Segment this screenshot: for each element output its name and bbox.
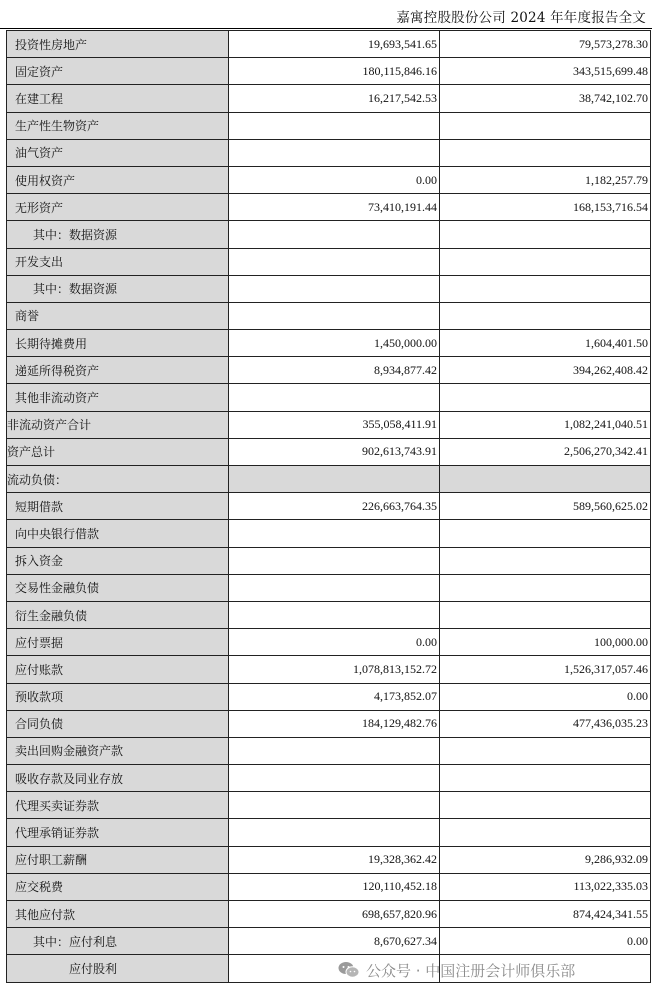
- report-title: 嘉寓控股股份公司 2024 年年度报告全文: [396, 10, 646, 26]
- row-label: 短期借款: [7, 493, 229, 520]
- table-row: [7, 438, 651, 465]
- opening-balance-cell: 874,424,341.55: [440, 901, 651, 928]
- table-row: [7, 710, 651, 737]
- table-row: [7, 275, 651, 302]
- row-label: 合同负债: [7, 710, 229, 737]
- table-row: [7, 819, 651, 846]
- table-row: [7, 656, 651, 683]
- table-row: [7, 384, 651, 411]
- ending-balance-cell: [229, 792, 440, 819]
- opening-balance-cell: [440, 601, 651, 628]
- ending-balance-cell: [229, 574, 440, 601]
- table-row: [7, 112, 651, 139]
- table-row: [7, 411, 651, 438]
- table-row: [7, 520, 651, 547]
- opening-balance-cell: [440, 384, 651, 411]
- opening-balance-cell: 477,436,035.23: [440, 710, 651, 737]
- row-label: 其他非流动资产: [7, 384, 229, 411]
- ending-balance-cell: 0.00: [229, 166, 440, 193]
- table-row: [7, 547, 651, 574]
- opening-balance-cell: [440, 574, 651, 601]
- opening-balance-cell: 9,286,932.09: [440, 846, 651, 873]
- row-label: 应付票据: [7, 629, 229, 656]
- row-label: 在建工程: [7, 85, 229, 112]
- opening-balance-cell: [440, 792, 651, 819]
- table-row: [7, 466, 651, 493]
- row-label: 应付账款: [7, 656, 229, 683]
- opening-balance-cell: 589,560,625.02: [440, 493, 651, 520]
- ending-balance-cell: 902,613,743.91: [229, 438, 440, 465]
- table-row: [7, 683, 651, 710]
- row-label: 递延所得税资产: [7, 357, 229, 384]
- opening-balance-cell: 0.00: [440, 683, 651, 710]
- row-label: 应交税费: [7, 873, 229, 900]
- wechat-icon: [338, 961, 360, 979]
- table-row: [7, 846, 651, 873]
- table-row: [7, 31, 651, 58]
- ending-balance-cell: 1,450,000.00: [229, 330, 440, 357]
- opening-balance-cell: [440, 819, 651, 846]
- opening-balance-cell: 1,604,401.50: [440, 330, 651, 357]
- row-label: 卖出回购金融资产款: [7, 737, 229, 764]
- opening-balance-cell: 38,742,102.70: [440, 85, 651, 112]
- watermark: [338, 958, 575, 982]
- opening-balance-cell: [440, 765, 651, 792]
- opening-balance-cell: 394,262,408.42: [440, 357, 651, 384]
- row-label: 其中：数据资源: [7, 221, 229, 248]
- ending-balance-cell: 184,129,482.76: [229, 710, 440, 737]
- table-row: [7, 139, 651, 166]
- opening-balance-cell: 1,082,241,040.51: [440, 411, 651, 438]
- row-label: 商誉: [7, 302, 229, 329]
- row-label: 开发支出: [7, 248, 229, 275]
- ending-balance-cell: 8,934,877.42: [229, 357, 440, 384]
- ending-balance-cell: 73,410,191.44: [229, 194, 440, 221]
- opening-balance-cell: [440, 248, 651, 275]
- row-label: 其他应付款: [7, 901, 229, 928]
- table-row: [7, 601, 651, 628]
- table-row: [7, 493, 651, 520]
- opening-balance-cell: 100,000.00: [440, 629, 651, 656]
- opening-balance-cell: [440, 737, 651, 764]
- ending-balance-cell: 120,110,452.18: [229, 873, 440, 900]
- opening-balance-cell: 168,153,716.54: [440, 194, 651, 221]
- opening-balance-cell: [440, 547, 651, 574]
- row-label: 向中央银行借款: [7, 520, 229, 547]
- opening-balance-cell: 79,573,278.30: [440, 31, 651, 58]
- ending-balance-cell: [229, 221, 440, 248]
- ending-balance-cell: 8,670,627.34: [229, 928, 440, 955]
- table-row: [7, 302, 651, 329]
- table-row: [7, 330, 651, 357]
- ending-balance-cell: [229, 520, 440, 547]
- ending-balance-cell: 4,173,852.07: [229, 683, 440, 710]
- table-row: [7, 928, 651, 955]
- opening-balance-cell: 1,526,317,057.46: [440, 656, 651, 683]
- ending-balance-cell: [229, 275, 440, 302]
- balance-sheet-body: [7, 31, 651, 983]
- opening-balance-cell: [440, 466, 651, 493]
- ending-balance-cell: [229, 547, 440, 574]
- opening-balance-cell: [440, 112, 651, 139]
- row-label: 衍生金融负债: [7, 601, 229, 628]
- ending-balance-cell: 19,328,362.42: [229, 846, 440, 873]
- opening-balance-cell: [440, 139, 651, 166]
- row-label: 代理承销证券款: [7, 819, 229, 846]
- opening-balance-cell: 113,022,335.03: [440, 873, 651, 900]
- ending-balance-cell: [229, 112, 440, 139]
- opening-balance-cell: [440, 520, 651, 547]
- balance-sheet-table: [6, 30, 651, 983]
- row-label: 投资性房地产: [7, 31, 229, 58]
- opening-balance-cell: 2,506,270,342.41: [440, 438, 651, 465]
- row-label: 流动负债：: [7, 466, 229, 493]
- opening-balance-cell: 0.00: [440, 928, 651, 955]
- row-label: 生产性生物资产: [7, 112, 229, 139]
- opening-balance-cell: [440, 275, 651, 302]
- table-row: [7, 194, 651, 221]
- row-label: 油气资产: [7, 139, 229, 166]
- row-label: 交易性金融负债: [7, 574, 229, 601]
- ending-balance-cell: 19,693,541.65: [229, 31, 440, 58]
- row-label: 代理买卖证券款: [7, 792, 229, 819]
- table-row: [7, 357, 651, 384]
- row-label: 应付股利: [7, 955, 229, 982]
- table-row: [7, 221, 651, 248]
- ending-balance-cell: 226,663,764.35: [229, 493, 440, 520]
- row-label: 长期待摊费用: [7, 330, 229, 357]
- ending-balance-cell: [229, 302, 440, 329]
- ending-balance-cell: [229, 248, 440, 275]
- ending-balance-cell: [229, 737, 440, 764]
- ending-balance-cell: 355,058,411.91: [229, 411, 440, 438]
- row-label: 应付职工薪酬: [7, 846, 229, 873]
- ending-balance-cell: 1,078,813,152.72: [229, 656, 440, 683]
- row-label: 其中：应付利息: [7, 928, 229, 955]
- row-label: 使用权资产: [7, 166, 229, 193]
- opening-balance-cell: [440, 302, 651, 329]
- row-label: 无形资产: [7, 194, 229, 221]
- table-row: [7, 629, 651, 656]
- ending-balance-cell: [229, 384, 440, 411]
- row-label: 资产总计: [7, 438, 229, 465]
- row-label: 其中：数据资源: [7, 275, 229, 302]
- row-label: 非流动资产合计: [7, 411, 229, 438]
- table-row: [7, 248, 651, 275]
- table-row: [7, 737, 651, 764]
- table-row: [7, 765, 651, 792]
- ending-balance-cell: [229, 466, 440, 493]
- table-row: [7, 873, 651, 900]
- row-label: 固定资产: [7, 58, 229, 85]
- table-row: [7, 166, 651, 193]
- ending-balance-cell: [229, 765, 440, 792]
- row-label: 吸收存款及同业存放: [7, 765, 229, 792]
- row-label: 预收款项: [7, 683, 229, 710]
- ending-balance-cell: 0.00: [229, 629, 440, 656]
- ending-balance-cell: [229, 819, 440, 846]
- table-row: [7, 85, 651, 112]
- ending-balance-cell: [229, 601, 440, 628]
- page-header: [0, 0, 652, 29]
- table-row: [7, 574, 651, 601]
- row-label: 拆入资金: [7, 547, 229, 574]
- table-row: [7, 792, 651, 819]
- table-row: [7, 58, 651, 85]
- ending-balance-cell: 16,217,542.53: [229, 85, 440, 112]
- opening-balance-cell: 1,182,257.79: [440, 166, 651, 193]
- ending-balance-cell: [229, 139, 440, 166]
- ending-balance-cell: 180,115,846.16: [229, 58, 440, 85]
- opening-balance-cell: [440, 221, 651, 248]
- table-row: [7, 901, 651, 928]
- ending-balance-cell: 698,657,820.96: [229, 901, 440, 928]
- opening-balance-cell: 343,515,699.48: [440, 58, 651, 85]
- watermark-text: 公众号 · 中国注册会计师俱乐部: [366, 961, 576, 980]
